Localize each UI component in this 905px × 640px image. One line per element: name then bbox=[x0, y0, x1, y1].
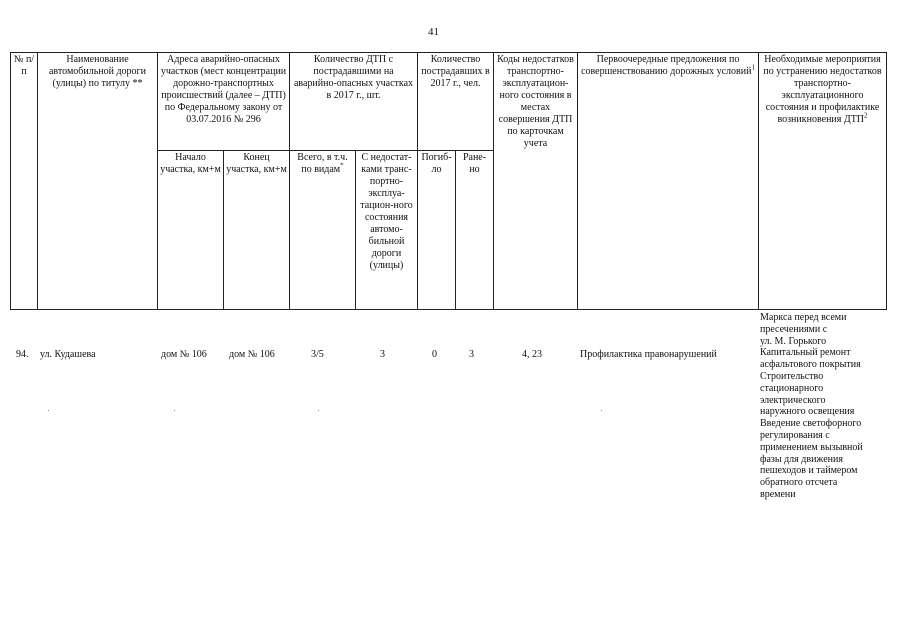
header-codes: Коды недостатков транспортно-эксплуатацион-ного состояния в местах совершения ДТП по карточкам учета bbox=[494, 53, 578, 310]
header-with-defects: С недостат-ками транс-портно-эксплуа-тацион-ного состояния автомо-бильной дороги (улицы) bbox=[356, 151, 418, 310]
measure-line: Капитальный ремонт bbox=[760, 347, 851, 359]
header-total-text: Всего, в т.ч. по видам bbox=[297, 152, 348, 175]
measure-line: наружного освещения bbox=[760, 406, 855, 418]
row-num: 94. bbox=[16, 349, 29, 360]
row-with-defects: 3 bbox=[380, 349, 385, 360]
header-measures-footnote: 2 bbox=[864, 111, 868, 120]
measure-line: регулирования с bbox=[760, 429, 830, 441]
measure-line: стационарного bbox=[760, 382, 824, 394]
header-proposals-footnote: 1 bbox=[751, 63, 755, 72]
measure-line: электрического bbox=[760, 394, 826, 406]
row-measures bbox=[760, 312, 883, 501]
header-measures-text: Необходимые мероприятия по устранению недостатков транспортно-эксплуатационного состояния и профилактике возникновения ДТП bbox=[763, 54, 882, 125]
measure-line: фазы для движения bbox=[760, 453, 843, 465]
scan-speck bbox=[601, 410, 602, 411]
header-road-name: Наименование автомобильной дороги (улицы) по титулу ** bbox=[38, 53, 158, 310]
header-num: № п/п bbox=[11, 53, 38, 310]
measure-line: обратного отсчета bbox=[760, 477, 838, 489]
header-end: Конец участка, км+м bbox=[224, 151, 290, 310]
header-start: Начало участка, км+м bbox=[158, 151, 224, 310]
row-killed: 0 bbox=[432, 349, 437, 360]
header-proposals bbox=[578, 53, 759, 310]
row-proposal: Профилактика правонарушений bbox=[580, 349, 717, 360]
header-dtp-count: Количество ДТП с пострадавшими на аварийно-опасных участках в 2017 г., шт. bbox=[290, 53, 418, 151]
header-proposals-text: Первоочередные предложения по совершенствованию дорожных условий bbox=[581, 54, 752, 77]
measure-line: Введение светофорного bbox=[760, 418, 862, 430]
header-total-footnote: * bbox=[340, 161, 344, 170]
measure-line: Строительство bbox=[760, 370, 824, 382]
scan-speck bbox=[174, 410, 175, 411]
row-start: дом № 106 bbox=[161, 349, 207, 360]
row-injured: 3 bbox=[469, 349, 474, 360]
header-measures bbox=[759, 53, 887, 310]
header-victims: Количество пострадавших в 2017 г., чел. bbox=[418, 53, 494, 151]
row-end: дом № 106 bbox=[229, 349, 275, 360]
scan-speck bbox=[318, 410, 319, 411]
row-road: ул. Кудашева bbox=[40, 349, 96, 360]
measure-line: ул. М. Горького bbox=[760, 335, 827, 347]
measure-line: времени bbox=[760, 488, 796, 500]
measure-line: применением вызывной bbox=[760, 441, 863, 453]
header-addresses: Адреса аварийно-опасных участков (мест концентрации дорожно-транспортных происшествий (далее – ДТП) по Федеральному закону от 03.07.2016 № 296 bbox=[158, 53, 290, 151]
measure-line: асфальтового покрытия bbox=[760, 359, 861, 371]
measure-line: пешеходов и таймером bbox=[760, 465, 858, 477]
header-table bbox=[10, 52, 887, 310]
row-total: 3/5 bbox=[311, 349, 324, 360]
header-total bbox=[290, 151, 356, 310]
measure-line: пресечениями с bbox=[760, 323, 828, 335]
header-killed: Погиб-ло bbox=[418, 151, 456, 310]
header-injured: Ране-но bbox=[456, 151, 494, 310]
row-codes: 4, 23 bbox=[522, 349, 542, 360]
page-number: 41 bbox=[428, 26, 439, 38]
measure-line: Маркса перед всеми bbox=[760, 312, 847, 323]
scan-speck bbox=[48, 410, 49, 411]
